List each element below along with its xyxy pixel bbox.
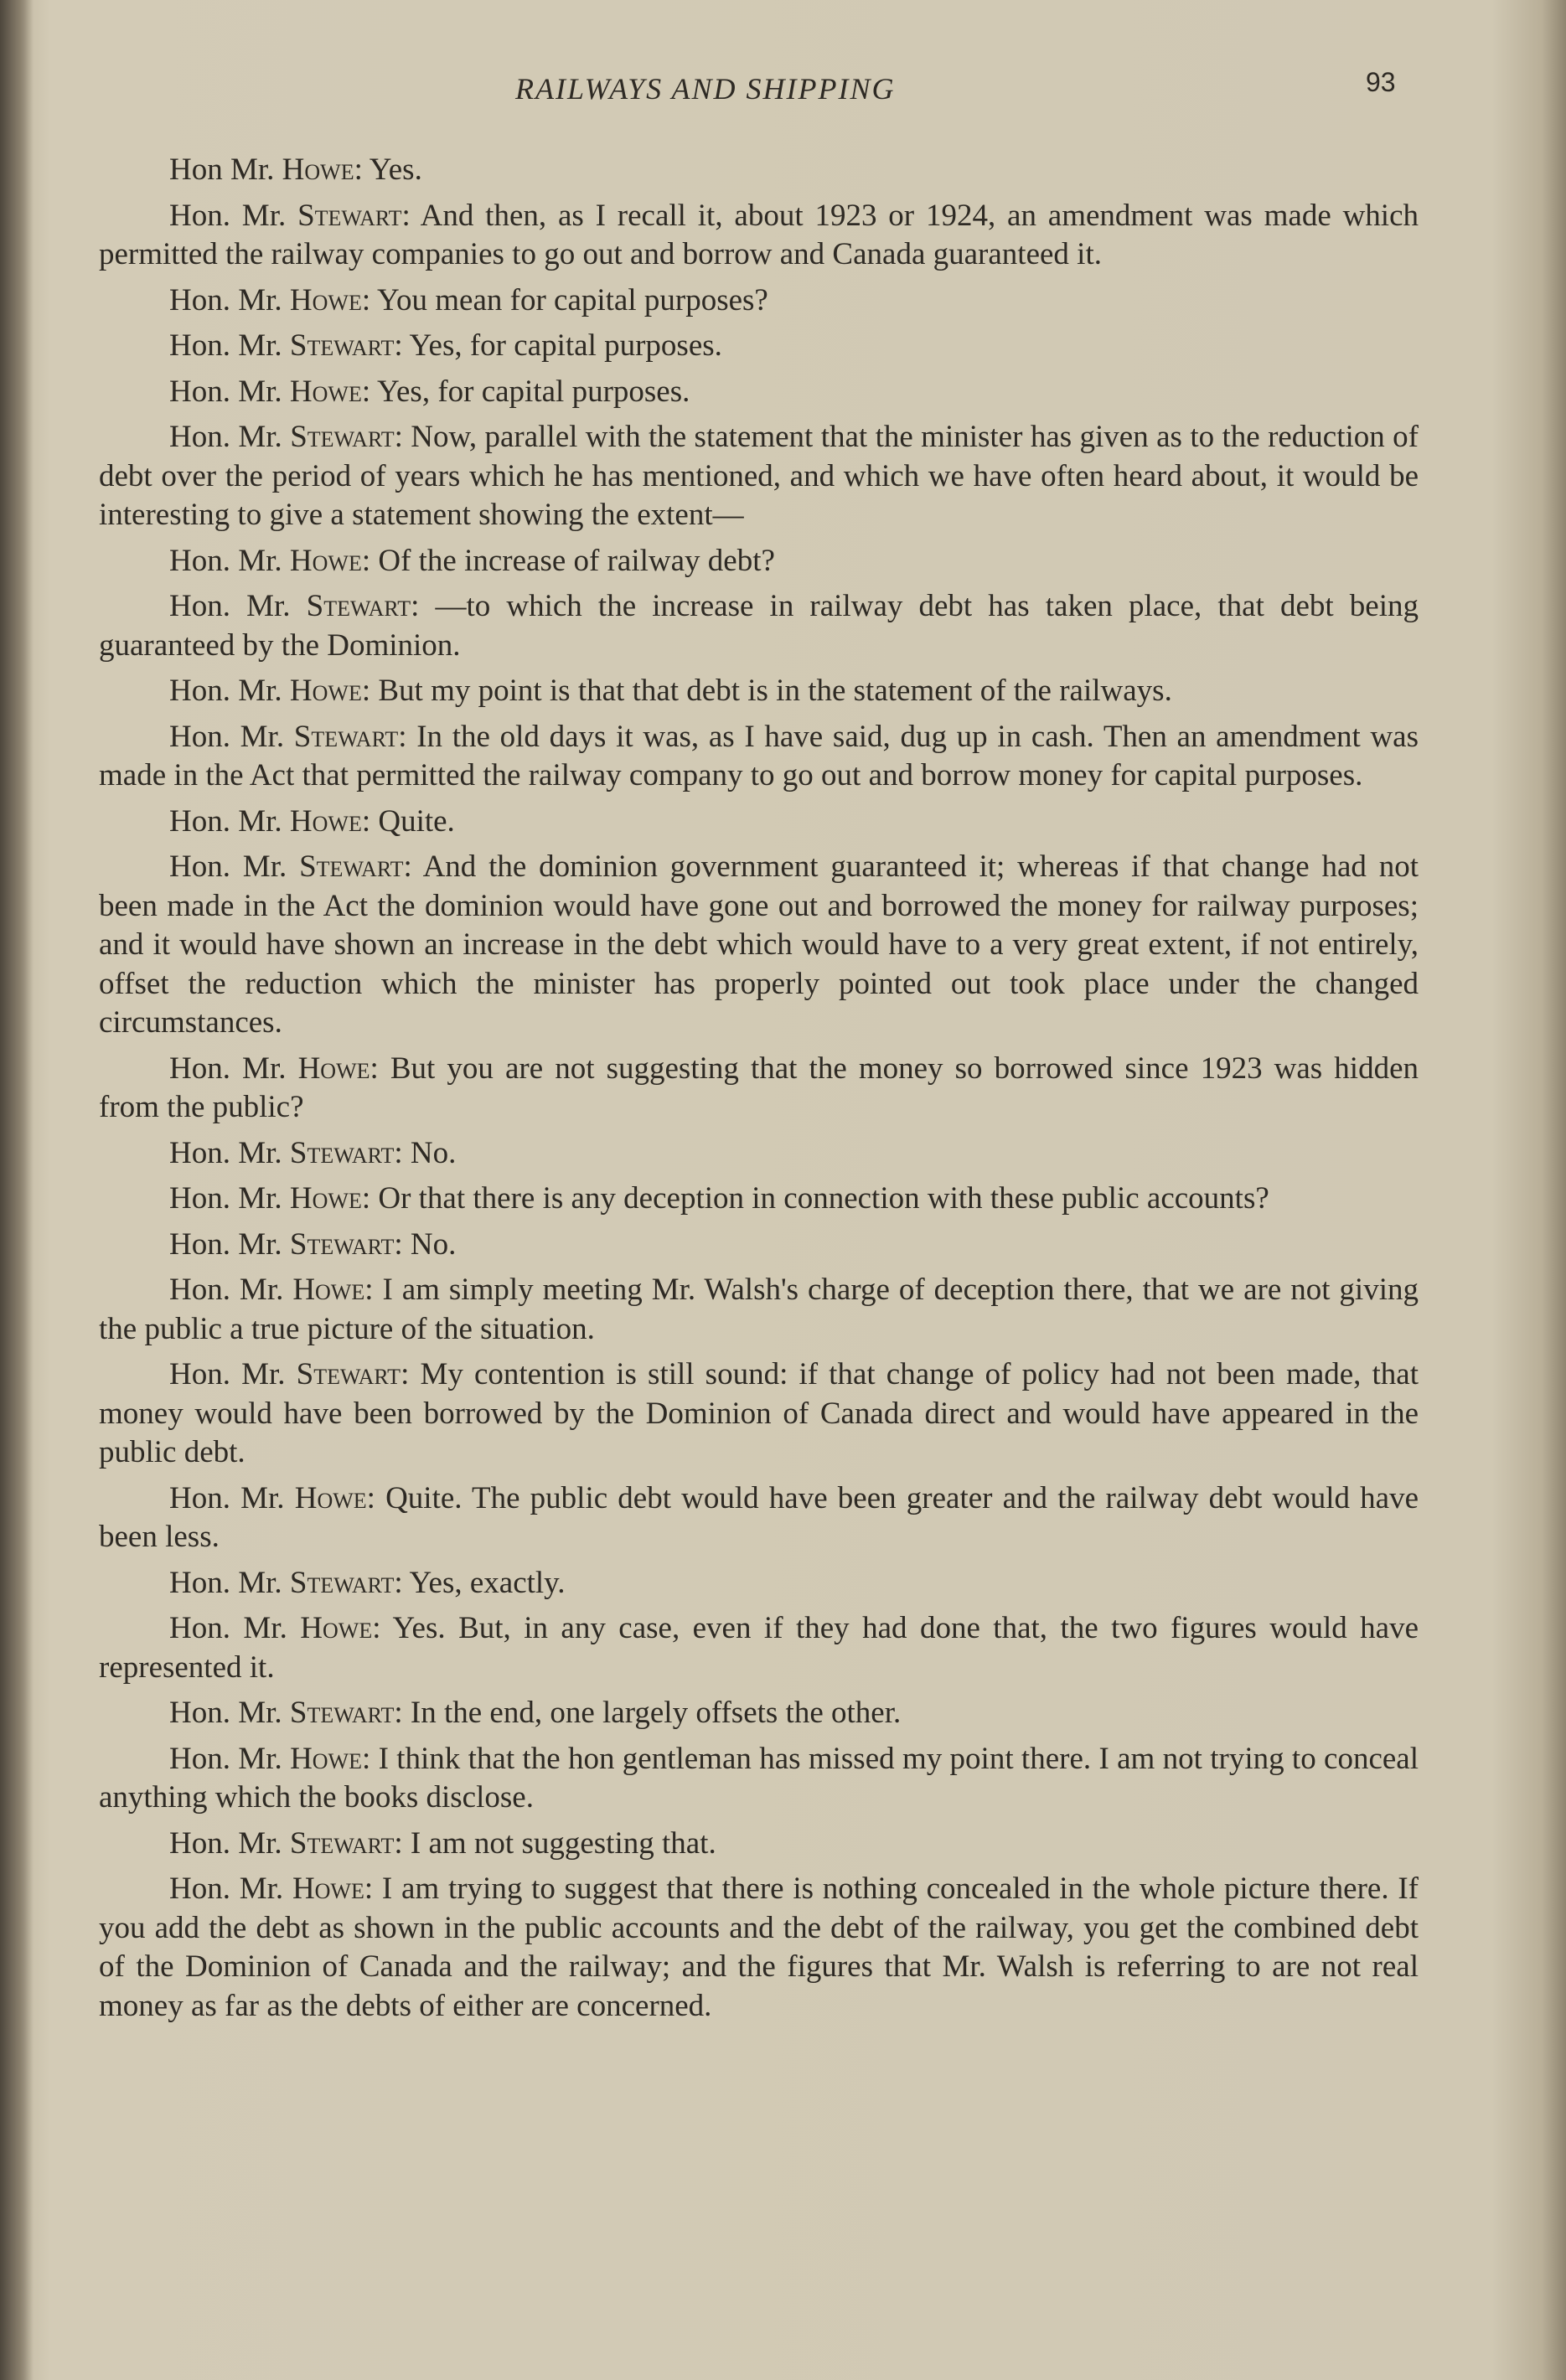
speaker-prefix: Hon. Mr. [169, 1696, 282, 1730]
speech-paragraph [99, 1825, 1419, 1864]
speaker-name: Stewart [289, 1135, 395, 1170]
speaker-prefix: Hon. Mr. [169, 543, 282, 578]
speaker-prefix: Hon. Mr. [169, 1051, 287, 1086]
speech-paragraph [99, 418, 1419, 535]
speech-paragraph [99, 672, 1419, 711]
speech-text: : My contention is still sound: if that change of policy had not been made, that money would have been borrowed by the Dominion of Canada direct and would have appeared in the public debt. [99, 1357, 1419, 1469]
speech-paragraph [99, 1355, 1419, 1473]
speaker-prefix: Hon. Mr. [169, 1135, 282, 1170]
speaker-name: Howe [297, 1051, 370, 1086]
speaker-name: Howe [294, 1480, 367, 1515]
speech-paragraph [99, 151, 1419, 190]
speaker-prefix: Hon. Mr. [169, 1871, 284, 1906]
speaker-name: Howe [292, 1273, 365, 1307]
speaker-name: Stewart [289, 1696, 395, 1730]
speech-text: : But you are not suggesting that the money so borrowed since 1923 was hidden from the public? [99, 1051, 1419, 1124]
page-header [0, 67, 1566, 113]
speech-paragraph [99, 542, 1419, 581]
speech-paragraph [99, 848, 1419, 1043]
speech-text: : I am trying to suggest that there is nothing concealed in the whole picture there. If you add the debt as shown in the public accounts and the debt of the railway, you get the combined debt of the Dominion of Canada and the railway; and the figures that Mr. Walsh is referring to are not real money as far as the debts of either are concerned. [99, 1871, 1419, 2023]
speaker-prefix: Hon. Mr. [169, 1273, 284, 1307]
speaker-prefix: Hon. Mr. [169, 674, 282, 708]
speech-paragraph [99, 1050, 1419, 1128]
speaker-name: Howe [289, 282, 362, 318]
speech-paragraph [99, 587, 1419, 665]
speaker-name: Stewart [296, 1357, 401, 1391]
speech-paragraph [99, 327, 1419, 366]
speech-text: : Or that there is any deception in connection with these public accounts? [361, 1181, 1269, 1216]
speaker-name: Howe [289, 374, 362, 409]
speaker-prefix: Hon. Mr. [169, 1565, 282, 1600]
page-number: 93 [1366, 67, 1396, 97]
running-title: RAILWAYS AND SHIPPING [515, 72, 896, 106]
speech-paragraph [99, 1134, 1419, 1174]
speech-paragraph [99, 803, 1419, 842]
speaker-prefix: Hon. Mr. [169, 803, 282, 839]
transcript-body [99, 151, 1419, 2032]
speech-text: : In the end, one largely offsets the other. [394, 1696, 902, 1730]
speech-paragraph [99, 1180, 1419, 1219]
speech-text: : In the old days it was, as I have said, dug up in cash. Then an amendment was made in the Act that permitted the railway company to go out and borrow money for capital purposes. [99, 719, 1419, 792]
speech-text: : And the dominion government guaranteed it; whereas if that change had not been made in the Act the dominion would have gone out and borrowed the money for railway purposes; and it would have shown an increase in the debt which would have to a very great extent, if not entirely, offset the reduction which the minister has properly pointed out took place under the changed circumstances. [99, 849, 1419, 1040]
speech-paragraph [99, 281, 1419, 321]
speaker-prefix: Hon. Mr. [169, 1611, 287, 1645]
speaker-name: Stewart [289, 1226, 395, 1262]
speech-paragraph [99, 718, 1419, 796]
speaker-prefix: Hon. Mr. [169, 589, 291, 623]
speech-text: : No. [394, 1226, 457, 1262]
speaker-name: Stewart [299, 849, 404, 884]
speech-paragraph [99, 1226, 1419, 1265]
speaker-name: Stewart [290, 420, 395, 454]
speaker-name: Stewart [297, 198, 402, 233]
speech-paragraph [99, 373, 1419, 412]
speech-text: : I am not suggesting that. [394, 1825, 716, 1861]
speech-paragraph [99, 1694, 1419, 1733]
speaker-name: Howe [290, 1741, 362, 1776]
speaker-prefix: Hon. Mr. [169, 1226, 282, 1262]
speaker-prefix: Hon. Mr. [169, 1825, 282, 1861]
speech-text: : Quite. The public debt would have been greater and the railway debt would have been less. [99, 1480, 1419, 1554]
speech-text: : Now, parallel with the statement that the minister has given as to the reduction of debt over the period of years which he has mentioned, and which we have often heard about, it would be interesting to give a statement showing the extent— [99, 420, 1419, 532]
speech-text: : Yes, exactly. [394, 1565, 566, 1600]
speaker-prefix: Hon. Mr. [169, 198, 287, 233]
speaker-prefix: Hon. Mr. [169, 719, 285, 754]
speech-text: : I think that the hon gentleman has missed my point there. I am not trying to conceal anything which the books disclose. [99, 1741, 1419, 1815]
speaker-name: Howe [292, 1871, 364, 1906]
speech-text: : Quite. [361, 803, 455, 839]
speech-paragraph [99, 1564, 1419, 1603]
binding-gutter [0, 0, 34, 2380]
speaker-name: Howe [289, 803, 362, 839]
speaker-prefix: Hon. Mr. [169, 849, 287, 884]
speaker-prefix: Hon. Mr. [169, 1181, 282, 1216]
speaker-name: Stewart [289, 1565, 395, 1600]
speaker-name: Stewart [289, 328, 395, 363]
speaker-prefix: Hon. Mr. [169, 1741, 282, 1776]
speaker-name: Howe [282, 152, 354, 187]
speech-paragraph [99, 1870, 1419, 2026]
speaker-name: Stewart [293, 719, 399, 754]
speech-paragraph [99, 1609, 1419, 1687]
speaker-name: Howe [289, 1181, 362, 1216]
speech-paragraph [99, 1740, 1419, 1818]
speech-paragraph [99, 1479, 1419, 1557]
speech-paragraph [99, 197, 1419, 275]
speech-text: : I am simply meeting Mr. Walsh's charge of deception there, that we are not giving the public a true picture of the situation. [99, 1273, 1419, 1346]
speech-paragraph [99, 1271, 1419, 1349]
speech-text: : Yes, for capital purposes. [394, 328, 722, 363]
speaker-name: Howe [289, 543, 362, 578]
speaker-prefix: Hon. Mr. [169, 374, 282, 409]
speaker-prefix: Hon. Mr. [169, 282, 282, 318]
speaker-prefix: Hon Mr. [169, 152, 275, 187]
speech-text: : You mean for capital purposes? [361, 282, 768, 318]
speaker-name: Howe [289, 674, 362, 708]
speaker-name: Stewart [306, 589, 411, 623]
speech-text: : —to which the increase in railway debt has taken place, that debt being guaranteed by the Dominion. [99, 589, 1419, 663]
speaker-prefix: Hon. Mr. [169, 1357, 286, 1391]
speech-text: : Yes, for capital purposes. [361, 374, 690, 409]
speech-text: : And then, as I recall it, about 1923 or 1924, an amendment was made which permitted the railway companies to go out and borrow and Canada guaranteed it. [99, 198, 1419, 271]
speaker-prefix: Hon. Mr. [169, 328, 282, 363]
speech-text: : Yes. But, in any case, even if they had done that, the two figures would have represented it. [99, 1611, 1419, 1685]
speaker-prefix: Hon. Mr. [169, 1480, 285, 1515]
speech-text: : No. [394, 1135, 457, 1170]
speaker-name: Howe [300, 1611, 373, 1645]
speaker-prefix: Hon. Mr. [169, 420, 282, 454]
speaker-name: Stewart [289, 1825, 395, 1861]
speech-text: : Of the increase of railway debt? [361, 543, 775, 578]
speech-text: : Yes. [354, 152, 422, 187]
speech-text: : But my point is that that debt is in the statement of the railways. [361, 674, 1172, 708]
